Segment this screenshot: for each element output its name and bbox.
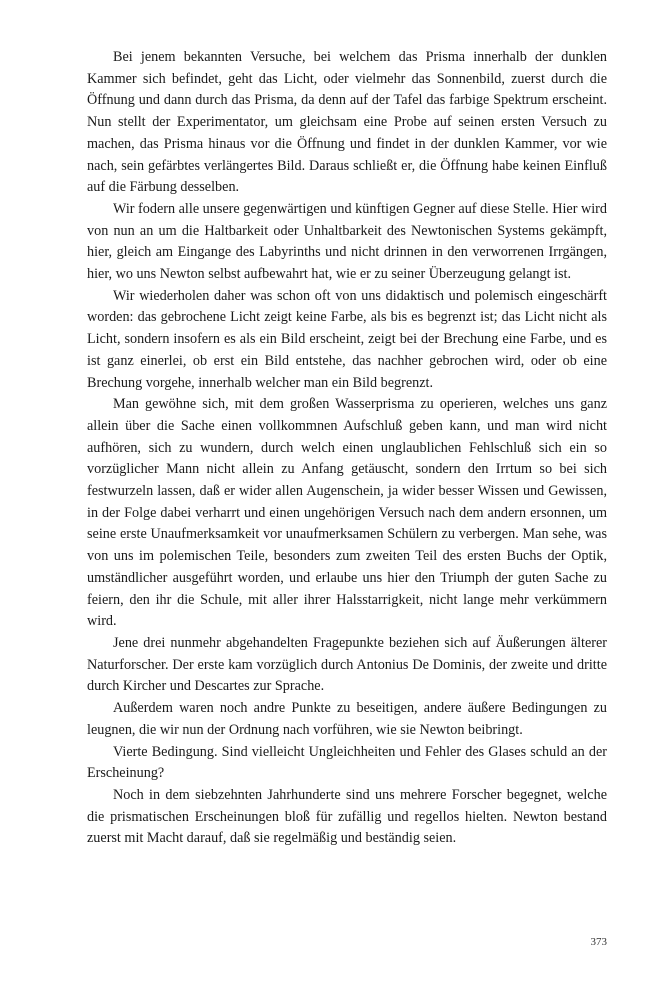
book-page bbox=[87, 47, 607, 967]
paragraph-prism-experiment: Bei jenem bekannten Versuche, bei welchem das Prisma innerhalb der dunklen Kammer sich befindet, geht das Licht, oder vielmehr das Sonnenbild, zuerst durch die Öffnung und dann durch das Prisma, da denn auf der Tafel das farbige Spektrum erscheint. Nun stellt der Experimentator, um gleichsam eine Probe auf seinen ersten Versuch zu machen, das Prisma hinaus vor die Öffnung und findet in der dunklen Kammer, vor wie nach, sein gefärbtes verlängertes Bild. Daraus schließt er, die Öffnung habe keinen Einfluß auf die Färbung desselben. bbox=[87, 49, 607, 196]
paragraph-challenge-opponents: Wir fodern alle unsere gegenwärtigen und künftigen Gegner auf diese Stelle. Hier wird von nun an um die Haltbarkeit oder Unhaltbarkeit des Newtonischen Systems gekämpft, hier, gleich am Eingange des Labyrinths und nicht drinnen in den verworrenen Irrgängen, hier, wo uns Newton selbst aufbewahrt hat, wie er zu seiner Überzeugung gelangt ist. bbox=[87, 200, 607, 283]
paragraph-other-points: Außerdem waren noch andre Punkte zu beseitigen, andere äußere Bedingungen zu leugnen, die wir nun der Ordnung nach vorführen, wie sie Newton beibringt. bbox=[87, 700, 607, 738]
body-text bbox=[87, 47, 607, 850]
paragraph-fourth-condition: Vierte Bedingung. Sind vielleicht Ungleichheiten und Fehler des Glases schuld an der Erscheinung? bbox=[87, 743, 607, 782]
paragraph-refracted-light: Wir wiederholen daher was schon oft von uns didaktisch und polemisch eingeschärft worden: das gebrochene Licht zeigt keine Farbe, als bis es begrenzt ist; das Licht nicht als Licht, sondern insofern es als ein Bild erscheint, zeigt bei der Brechung eine Farbe, und es ist ganz einerlei, ob erst ein Bild entstehe, das nachher gebrochen wird, oder ob eine Brechung vorgehe, innerhalb welcher man ein Bild begrenzt. bbox=[87, 287, 607, 391]
page-number: 373 bbox=[590, 936, 607, 948]
paragraph-seventeenth-century: Noch in dem siebzehnten Jahrhunderte sind uns mehrere Forscher begegnet, welche die prismatischen Erscheinungen bloß für zufällig und regellos hielten. Newton bestand zuerst mit Macht darauf, daß sie regelmäßig und beständig seien. bbox=[87, 786, 607, 847]
paragraph-water-prism: Man gewöhne sich, mit dem großen Wasserprisma zu operieren, welches uns ganz allein über die Sache einen vollkommnen Aufschluß geben kann, und man wird nicht aufhören, sich zu wundern, durch welch einen unglaublichen Fehlschluß sich ein so vorzüglicher Mann nicht allein zu Anfang getäuscht, sondern den Irrtum so bei sich festwurzeln lassen, daß er wider allen Augenschein, ja wider besser Wissen und Gewissen, in der Folge dabei verharrt und einen ungehörigen Versuch nach dem andern ersonnen, um seine erste Unaufmerksamkeit vor unaufmerksamen Schülern zu verbergen. Man sehe, was von uns im polemischen Teile, besonders zum zweiten Teil des ersten Buchs der Optik, umständlicher ausgeführt worden, und erlaube uns hier den Triumph der guten Sache zu feiern, den ihr die Schule, mit aller ihrer Halsstarrigkeit, nicht lange mehr verkümmern wird. bbox=[87, 396, 607, 630]
paragraph-three-questions: Jene drei nunmehr abgehandelten Fragepunkte beziehen sich auf Äußerungen älterer Naturforscher. Der erste kam vorzüglich durch Antonius De Dominis, der zweite und dritte durch Kircher und Descartes zur Sprache. bbox=[87, 634, 607, 695]
